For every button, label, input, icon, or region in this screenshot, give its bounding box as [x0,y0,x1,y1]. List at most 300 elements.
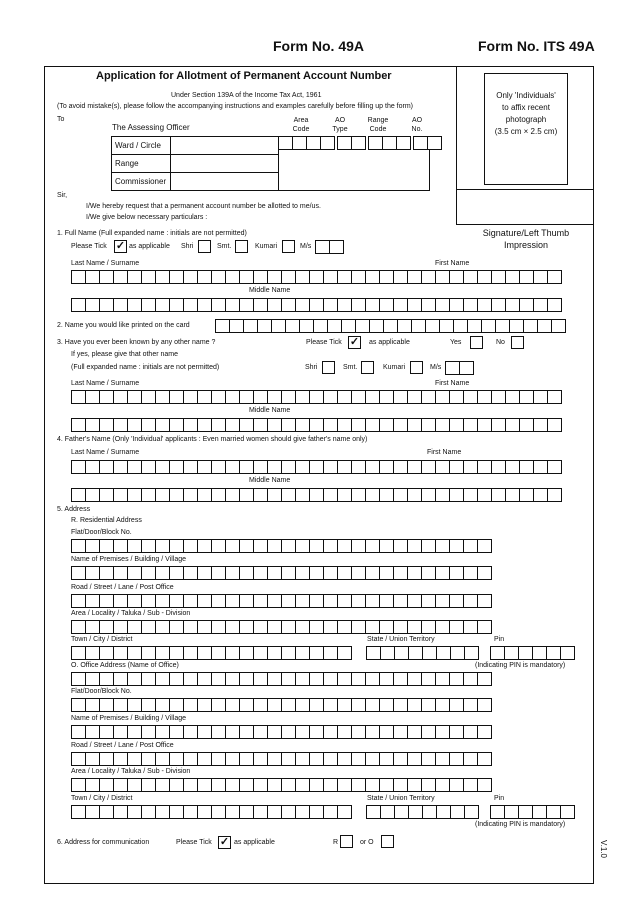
char-cell[interactable] [197,418,212,432]
char-cell[interactable] [141,539,156,553]
char-cell[interactable] [239,418,254,432]
ao-code-grid[interactable] [278,136,441,150]
res-premises[interactable] [71,566,491,580]
char-cell[interactable] [169,594,184,608]
char-cell[interactable] [127,725,142,739]
q1-kumari-checkbox[interactable] [282,240,295,253]
char-cell[interactable] [239,390,254,404]
char-cell[interactable] [253,805,268,819]
char-cell[interactable] [281,620,296,634]
char-cell[interactable] [491,390,506,404]
q1-ms-boxes[interactable] [315,240,343,254]
char-cell[interactable] [169,270,184,284]
char-cell[interactable] [519,488,534,502]
char-cell[interactable] [71,418,86,432]
char-cell[interactable] [85,460,100,474]
char-cell[interactable] [141,698,156,712]
char-cell[interactable] [464,646,479,660]
char-cell[interactable] [351,460,366,474]
char-cell[interactable] [505,298,520,312]
char-cell[interactable] [495,319,510,333]
q3-yes-checkbox[interactable] [470,336,483,349]
char-cell[interactable] [351,725,366,739]
char-cell[interactable] [85,752,100,766]
char-cell[interactable] [533,270,548,284]
char-cell[interactable] [337,752,352,766]
char-cell[interactable] [449,752,464,766]
char-cell[interactable] [450,805,465,819]
char-cell[interactable] [449,460,464,474]
char-cell[interactable] [411,319,426,333]
char-cell[interactable] [239,805,254,819]
char-cell[interactable] [253,646,268,660]
char-cell[interactable] [253,539,268,553]
char-cell[interactable] [295,418,310,432]
char-cell[interactable] [463,460,478,474]
char-cell[interactable] [309,298,324,312]
char-cell[interactable] [197,646,212,660]
char-cell[interactable] [71,539,86,553]
char-cell[interactable] [351,539,366,553]
char-cell[interactable] [323,646,338,660]
char-cell[interactable] [309,539,324,553]
char-cell[interactable] [394,805,409,819]
char-cell[interactable] [421,698,436,712]
char-cell[interactable] [505,418,520,432]
char-cell[interactable] [421,725,436,739]
char-cell[interactable] [425,319,440,333]
char-cell[interactable] [155,805,170,819]
char-cell[interactable] [477,418,492,432]
char-cell[interactable] [127,620,142,634]
char-cell[interactable] [309,488,324,502]
char-cell[interactable] [141,594,156,608]
char-cell[interactable] [504,646,519,660]
char-cell[interactable] [267,390,282,404]
char-cell[interactable] [435,390,450,404]
char-cell[interactable] [407,620,422,634]
char-cell[interactable] [323,620,338,634]
char-cell[interactable] [407,725,422,739]
char-cell[interactable] [365,390,380,404]
char-cell[interactable] [295,298,310,312]
q2-card-name[interactable] [215,319,565,333]
char-cell[interactable] [85,298,100,312]
char-cell[interactable] [183,646,198,660]
char-cell[interactable] [365,298,380,312]
char-cell[interactable] [141,805,156,819]
char-cell[interactable] [141,566,156,580]
char-cell[interactable] [197,805,212,819]
char-cell[interactable] [141,460,156,474]
char-cell[interactable] [491,270,506,284]
char-cell[interactable] [477,460,492,474]
char-cell[interactable] [323,594,338,608]
char-cell[interactable] [211,646,226,660]
char-cell[interactable] [380,646,395,660]
char-cell[interactable] [85,418,100,432]
char-cell[interactable] [560,646,575,660]
char-cell[interactable] [253,298,268,312]
q3-kumari-checkbox[interactable] [410,361,423,374]
char-cell[interactable] [155,460,170,474]
char-cell[interactable] [127,698,142,712]
char-cell[interactable] [155,778,170,792]
char-cell[interactable] [267,725,282,739]
char-cell[interactable] [169,752,184,766]
off-pin[interactable] [490,805,574,819]
char-cell[interactable] [225,539,240,553]
char-cell[interactable] [407,539,422,553]
char-cell[interactable] [155,672,170,686]
char-cell[interactable] [351,752,366,766]
char-cell[interactable] [99,460,114,474]
char-cell[interactable] [211,725,226,739]
char-cell[interactable] [435,594,450,608]
char-cell[interactable] [253,752,268,766]
char-cell[interactable] [211,270,226,284]
char-cell[interactable] [532,646,547,660]
char-cell[interactable] [337,539,352,553]
char-cell[interactable] [141,620,156,634]
char-cell[interactable] [463,418,478,432]
char-cell[interactable] [477,594,492,608]
char-cell[interactable] [225,594,240,608]
char-cell[interactable] [421,672,436,686]
char-cell[interactable] [99,488,114,502]
char-cell[interactable] [351,270,366,284]
char-cell[interactable] [421,298,436,312]
char-cell[interactable] [435,620,450,634]
char-cell[interactable] [309,672,324,686]
char-cell[interactable] [169,725,184,739]
char-cell[interactable] [449,725,464,739]
char-cell[interactable] [243,319,258,333]
char-cell[interactable] [113,805,128,819]
char-cell[interactable] [267,646,282,660]
char-cell[interactable] [379,620,394,634]
char-cell[interactable] [337,566,352,580]
char-cell[interactable] [407,460,422,474]
char-cell[interactable] [71,594,86,608]
char-cell[interactable] [421,778,436,792]
char-cell[interactable] [197,270,212,284]
char-cell[interactable] [225,460,240,474]
char-cell[interactable] [309,805,324,819]
char-cell[interactable] [365,488,380,502]
char-cell[interactable] [141,488,156,502]
char-cell[interactable] [407,698,422,712]
char-cell[interactable] [155,646,170,660]
q6-r-checkbox[interactable] [340,835,353,848]
char-cell[interactable] [253,725,268,739]
res-flat[interactable] [71,539,491,553]
char-cell[interactable] [463,725,478,739]
char-cell[interactable] [407,778,422,792]
char-cell[interactable] [113,594,128,608]
char-cell[interactable] [505,488,520,502]
char-cell[interactable] [141,418,156,432]
char-cell[interactable] [295,778,310,792]
char-cell[interactable] [523,319,538,333]
char-cell[interactable] [211,672,226,686]
char-cell[interactable] [393,725,408,739]
char-cell[interactable] [99,672,114,686]
char-cell[interactable] [393,460,408,474]
char-cell[interactable] [439,319,454,333]
char-cell[interactable] [113,390,128,404]
char-cell[interactable] [365,698,380,712]
char-cell[interactable] [169,778,184,792]
char-cell[interactable] [239,298,254,312]
char-cell[interactable] [267,298,282,312]
char-cell[interactable] [281,805,296,819]
char-cell[interactable] [281,594,296,608]
char-cell[interactable] [323,725,338,739]
char-cell[interactable] [337,805,352,819]
char-cell[interactable] [309,752,324,766]
char-cell[interactable] [337,778,352,792]
char-cell[interactable] [113,646,128,660]
char-cell[interactable] [449,418,464,432]
char-cell[interactable] [421,418,436,432]
char-cell[interactable] [225,752,240,766]
char-cell[interactable] [407,390,422,404]
char-cell[interactable] [505,270,520,284]
char-cell[interactable] [519,390,534,404]
char-cell[interactable] [85,566,100,580]
char-cell[interactable] [435,539,450,553]
char-cell[interactable] [99,418,114,432]
char-cell[interactable] [239,698,254,712]
char-cell[interactable] [519,460,534,474]
char-cell[interactable] [379,390,394,404]
char-cell[interactable] [547,488,562,502]
char-cell[interactable] [421,752,436,766]
char-cell[interactable] [379,594,394,608]
char-cell[interactable] [71,805,86,819]
char-cell[interactable] [519,298,534,312]
char-cell[interactable] [71,778,86,792]
char-cell[interactable] [211,390,226,404]
res-town[interactable] [71,646,351,660]
char-cell[interactable] [435,460,450,474]
char-cell[interactable] [225,646,240,660]
q3-ms-boxes[interactable] [445,361,473,375]
char-cell[interactable] [225,390,240,404]
char-cell[interactable] [323,539,338,553]
char-cell[interactable] [113,672,128,686]
char-cell[interactable] [71,698,86,712]
char-cell[interactable] [546,646,561,660]
ward-table[interactable]: Ward / Circle Range Commissioner [111,136,279,191]
char-cell[interactable] [435,752,450,766]
char-cell[interactable] [197,390,212,404]
char-cell[interactable] [169,418,184,432]
char-cell[interactable] [141,646,156,660]
char-cell[interactable] [127,488,142,502]
char-cell[interactable] [477,488,492,502]
char-cell[interactable] [490,646,505,660]
char-cell[interactable] [393,488,408,502]
char-cell[interactable] [197,539,212,553]
char-cell[interactable] [211,778,226,792]
char-cell[interactable] [253,566,268,580]
char-cell[interactable] [183,418,198,432]
char-cell[interactable] [183,390,198,404]
char-cell[interactable] [71,620,86,634]
char-cell[interactable] [323,390,338,404]
char-cell[interactable] [183,594,198,608]
char-cell[interactable] [309,620,324,634]
char-cell[interactable] [281,672,296,686]
char-cell[interactable] [397,319,412,333]
char-cell[interactable] [546,805,561,819]
char-cell[interactable] [155,488,170,502]
char-cell[interactable] [407,488,422,502]
char-cell[interactable] [113,725,128,739]
q1-name-row1[interactable] [71,270,561,284]
char-cell[interactable] [463,672,478,686]
char-cell[interactable] [239,566,254,580]
char-cell[interactable] [449,390,464,404]
char-cell[interactable] [281,418,296,432]
char-cell[interactable] [225,488,240,502]
char-cell[interactable] [491,460,506,474]
char-cell[interactable] [365,752,380,766]
char-cell[interactable] [309,594,324,608]
char-cell[interactable] [211,566,226,580]
char-cell[interactable] [141,298,156,312]
char-cell[interactable] [85,646,100,660]
q4-name-row2[interactable] [71,488,561,502]
char-cell[interactable] [491,418,506,432]
char-cell[interactable] [71,488,86,502]
res-state[interactable] [366,646,478,660]
char-cell[interactable] [169,805,184,819]
char-cell[interactable] [239,725,254,739]
char-cell[interactable] [169,646,184,660]
char-cell[interactable] [155,390,170,404]
char-cell[interactable] [421,620,436,634]
char-cell[interactable] [337,460,352,474]
char-cell[interactable] [281,566,296,580]
char-cell[interactable] [383,319,398,333]
char-cell[interactable] [547,418,562,432]
char-cell[interactable] [211,488,226,502]
char-cell[interactable] [477,620,492,634]
char-cell[interactable] [253,672,268,686]
char-cell[interactable] [169,672,184,686]
q1-shri-checkbox[interactable] [198,240,211,253]
char-cell[interactable] [71,752,86,766]
char-cell[interactable] [99,752,114,766]
char-cell[interactable] [477,539,492,553]
off-state[interactable] [366,805,478,819]
char-cell[interactable] [407,418,422,432]
char-cell[interactable] [155,418,170,432]
char-cell[interactable] [183,805,198,819]
char-cell[interactable] [155,270,170,284]
char-cell[interactable] [225,672,240,686]
char-cell[interactable] [99,390,114,404]
char-cell[interactable] [323,418,338,432]
char-cell[interactable] [532,805,547,819]
char-cell[interactable] [365,620,380,634]
char-cell[interactable] [141,778,156,792]
char-cell[interactable] [408,646,423,660]
char-cell[interactable] [253,418,268,432]
char-cell[interactable] [547,390,562,404]
char-cell[interactable] [449,539,464,553]
char-cell[interactable] [281,298,296,312]
char-cell[interactable] [239,460,254,474]
char-cell[interactable] [351,488,366,502]
char-cell[interactable] [323,298,338,312]
char-cell[interactable] [509,319,524,333]
char-cell[interactable] [281,725,296,739]
char-cell[interactable] [547,270,562,284]
char-cell[interactable] [463,698,478,712]
char-cell[interactable] [155,539,170,553]
char-cell[interactable] [267,418,282,432]
char-cell[interactable] [337,725,352,739]
char-cell[interactable] [463,270,478,284]
char-cell[interactable] [337,390,352,404]
q3-smt-checkbox[interactable] [361,361,374,374]
char-cell[interactable] [281,698,296,712]
char-cell[interactable] [257,319,272,333]
char-cell[interactable] [309,418,324,432]
char-cell[interactable] [85,539,100,553]
char-cell[interactable] [113,752,128,766]
char-cell[interactable] [267,778,282,792]
char-cell[interactable] [449,620,464,634]
char-cell[interactable] [547,460,562,474]
char-cell[interactable] [211,620,226,634]
char-cell[interactable] [309,725,324,739]
char-cell[interactable] [197,620,212,634]
char-cell[interactable] [113,270,128,284]
char-cell[interactable] [407,752,422,766]
char-cell[interactable] [113,488,128,502]
q3-no-checkbox[interactable] [511,336,524,349]
char-cell[interactable] [421,566,436,580]
char-cell[interactable] [393,752,408,766]
char-cell[interactable] [337,594,352,608]
char-cell[interactable] [169,298,184,312]
char-cell[interactable] [365,418,380,432]
char-cell[interactable] [421,594,436,608]
q1-smt-checkbox[interactable] [235,240,248,253]
char-cell[interactable] [365,594,380,608]
char-cell[interactable] [379,725,394,739]
char-cell[interactable] [225,270,240,284]
char-cell[interactable] [211,698,226,712]
char-cell[interactable] [449,698,464,712]
char-cell[interactable] [436,805,451,819]
char-cell[interactable] [379,418,394,432]
char-cell[interactable] [183,460,198,474]
char-cell[interactable] [239,270,254,284]
char-cell[interactable] [127,752,142,766]
char-cell[interactable] [407,270,422,284]
char-cell[interactable] [71,672,86,686]
char-cell[interactable] [351,698,366,712]
char-cell[interactable] [407,672,422,686]
char-cell[interactable] [211,752,226,766]
char-cell[interactable] [281,460,296,474]
